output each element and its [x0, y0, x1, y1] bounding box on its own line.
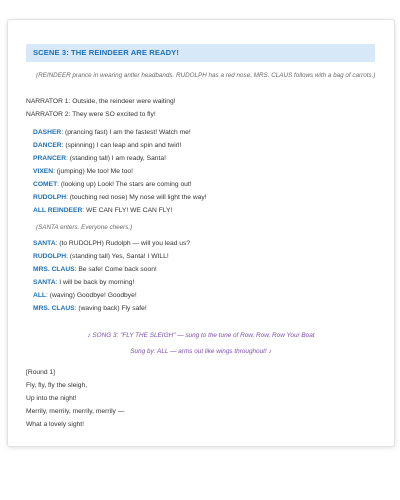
song-performers: Sung by: ALL — arms out like wings throughout! ♪ [130, 348, 272, 355]
dialogue-text: : (spinning) I can leap and spin and twirl! [61, 142, 182, 149]
speaker-name: RUDOLPH [33, 253, 67, 260]
speaker-name: MRS. CLAUS [33, 305, 75, 312]
speaker-name: SANTA [33, 240, 56, 247]
dialogue-text: : (to RUDOLPH) Rudolph — will you lead us? [55, 240, 191, 247]
dialogue-line [33, 239, 190, 248]
speaker-name: MRS. CLAUS [33, 266, 75, 273]
dialogue-text: : (waving back) Fly safe! [74, 305, 147, 312]
speaker-name: ALL REINDEER [33, 207, 83, 214]
dialogue-line [33, 252, 169, 261]
narration-line: NARRATOR 2: They were SO excited to fly! [26, 111, 156, 118]
song-title: ♪ SONG 3: "FLY THE SLEIGH" — sung to the tune of Row, Row, Row Your Boat [87, 332, 315, 339]
dialogue-text: : (touching red nose) My nose will light the way! [66, 194, 207, 201]
speaker-name: RUDOLPH [33, 194, 67, 201]
stage-direction-opening: (REINDEER prance in wearing antler headbands. RUDOLPH has a red nose. MRS. CLAUS follows with a bag of carrots.) [36, 72, 376, 79]
lyric-line: [Round 1] [26, 369, 55, 376]
dialogue-text: : Be safe! Come back soon! [74, 266, 157, 273]
dialogue-text: : (waving) Goodbye! Goodbye! [46, 292, 137, 299]
scene-title: SCENE 3: THE REINDEER ARE READY! [26, 44, 375, 62]
dialogue-line [33, 193, 207, 202]
speaker-name: DASHER [33, 129, 62, 136]
dialogue-line [33, 278, 134, 287]
dialogue-line [33, 206, 172, 215]
dialogue-line [33, 154, 166, 163]
dialogue-line [33, 265, 157, 274]
dialogue-line [33, 141, 181, 150]
lyric-line: What a lovely sight! [26, 421, 84, 428]
narration-line: NARRATOR 1: Outside, the reindeer were waiting! [26, 98, 176, 105]
speaker-name: DANCER [33, 142, 62, 149]
dialogue-text: : I will be back by morning! [55, 279, 135, 286]
dialogue-text: : (standing tall) I am ready, Santa! [66, 155, 166, 162]
dialogue-text: : WE CAN FLY! WE CAN FLY! [82, 207, 173, 214]
dialogue-text: : (prancing fast) I am the fastest! Watch me! [61, 129, 191, 136]
speaker-name: COMET [33, 181, 58, 188]
lyric-line: Up into the night! [26, 395, 77, 402]
script-page [7, 19, 395, 447]
dialogue-text: : (jumping) Me too! Me too! [53, 168, 133, 175]
stage-direction-santa-enters: (SANTA enters. Everyone cheers.) [36, 224, 133, 231]
dialogue-line [33, 304, 147, 313]
lyric-line: Merrily, merrily, merrily, merrily — [26, 408, 125, 415]
lyric-line: Fly, fly, fly the sleigh, [26, 382, 88, 389]
dialogue-line [33, 128, 191, 137]
dialogue-text: : (standing tall) Yes, Santa! I WILL! [66, 253, 169, 260]
dialogue-line [33, 180, 192, 189]
speaker-name: PRANCER [33, 155, 67, 162]
speaker-name: VIXEN [33, 168, 54, 175]
dialogue-line [33, 167, 133, 176]
dialogue-text: : (looking up) Look! The stars are coming out! [57, 181, 192, 188]
speaker-name: ALL [33, 292, 46, 299]
dialogue-line [33, 291, 137, 300]
speaker-name: SANTA [33, 279, 56, 286]
